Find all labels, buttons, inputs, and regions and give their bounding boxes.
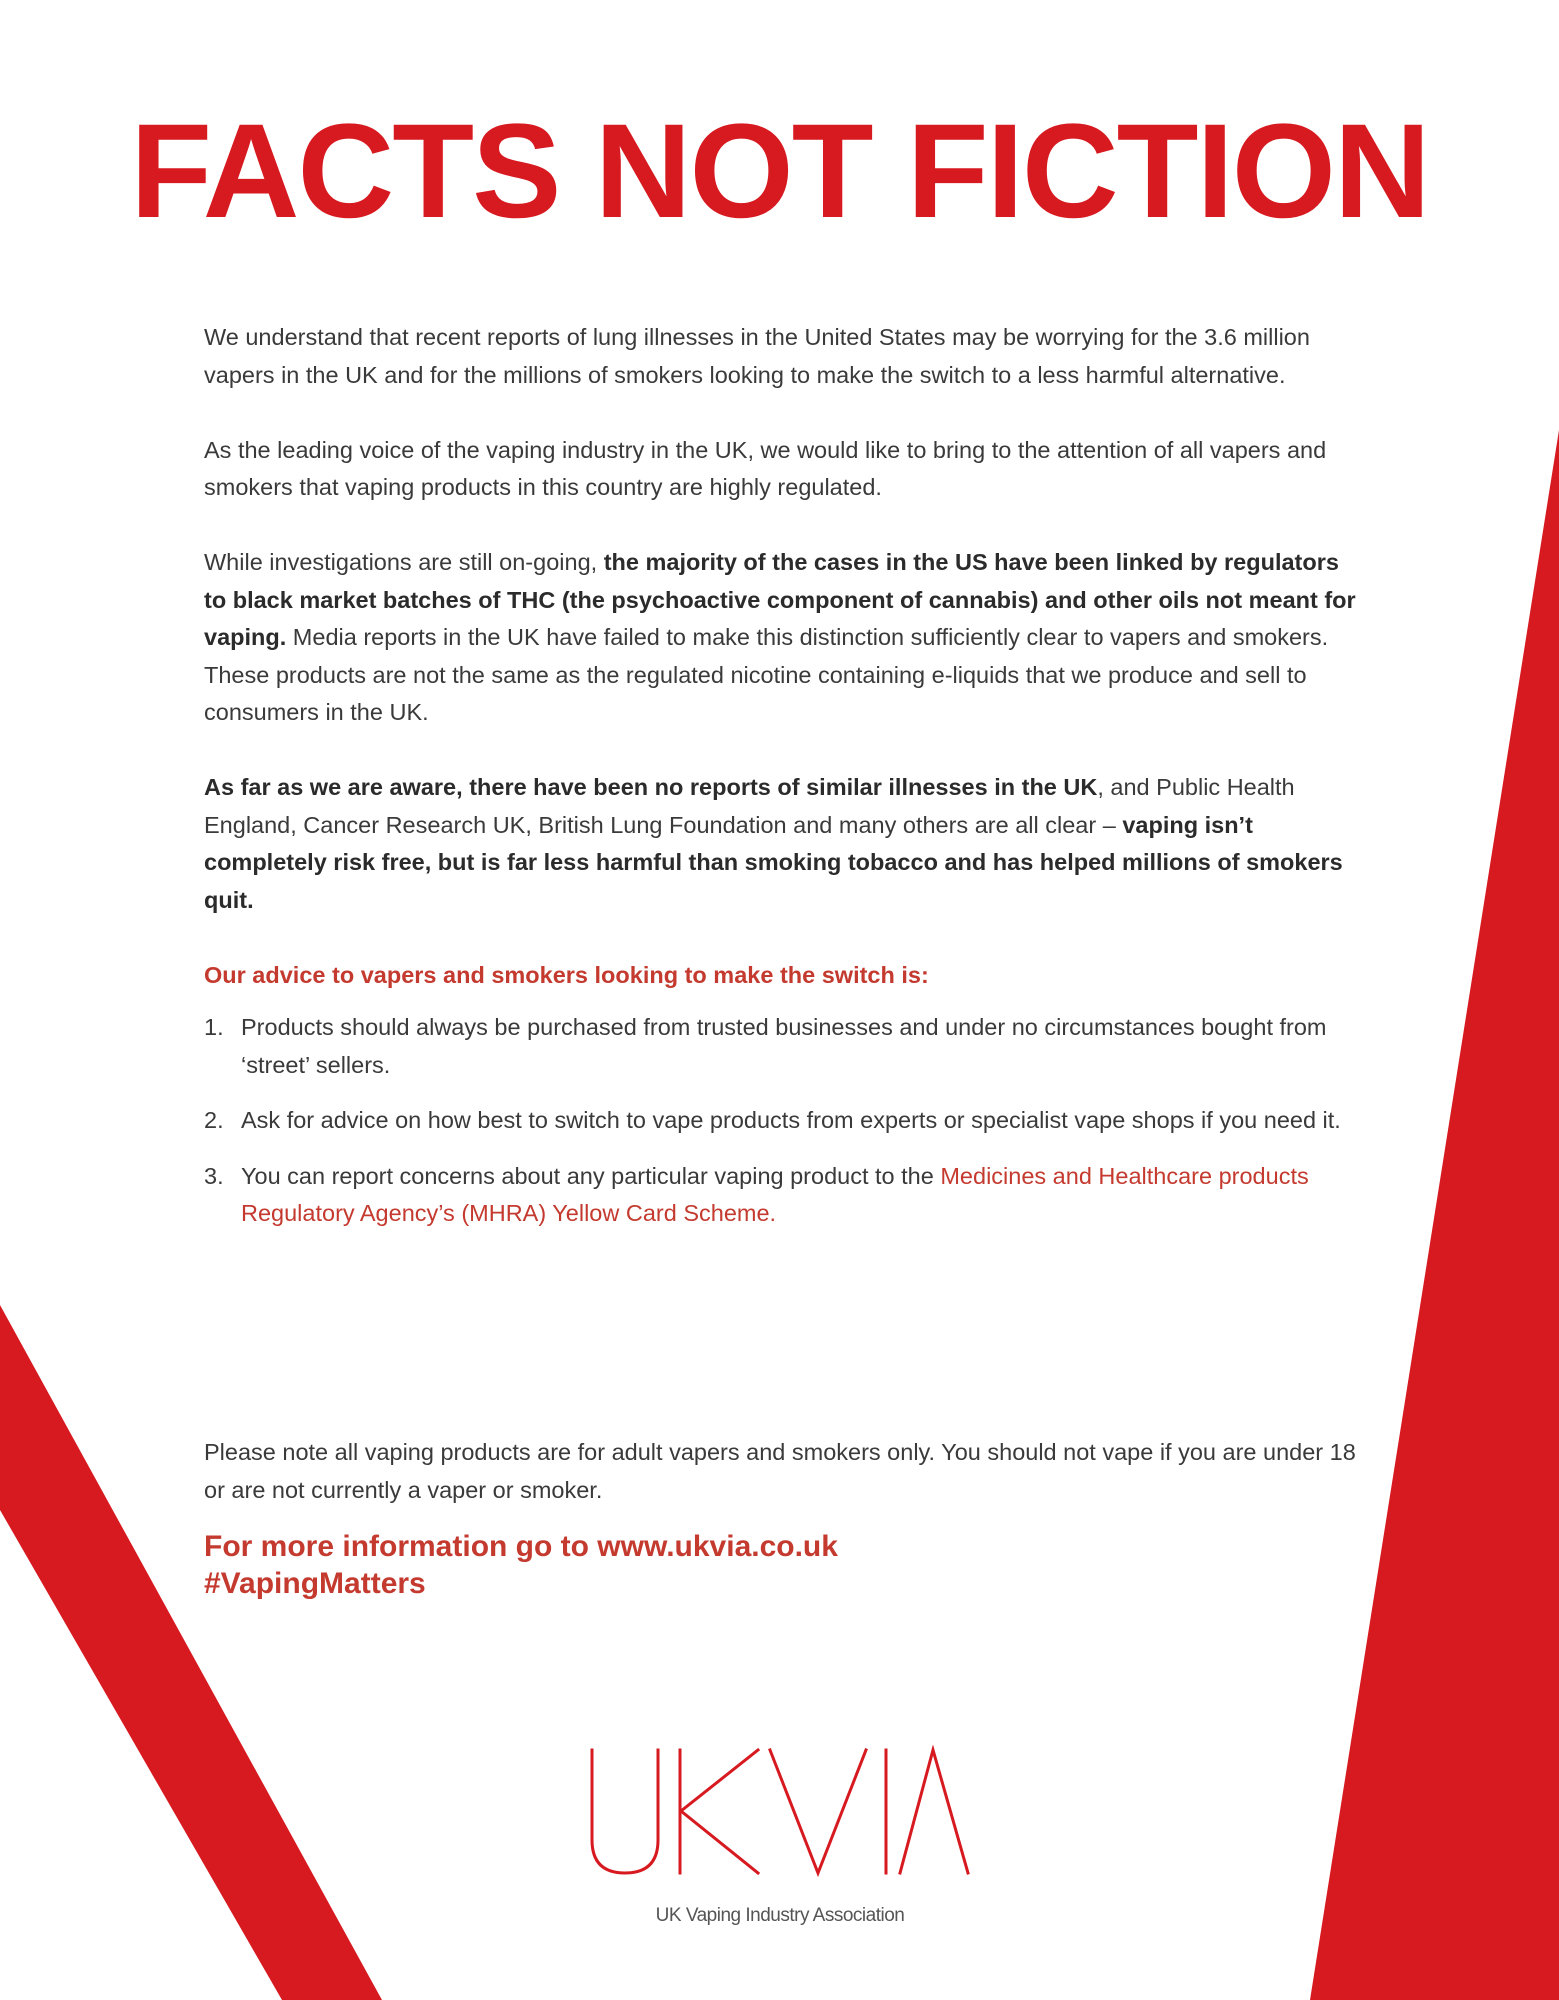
advice-item <box>204 1102 1364 1140</box>
paragraph-2: As the leading voice of the vaping industry in the UK, we would like to bring to the attention of all vapers and smokers that vaping products in this country are highly regulated. <box>204 436 1327 500</box>
logo-letter-v <box>770 1750 866 1873</box>
paragraph-1: We understand that recent reports of lung illnesses in the United States may be worrying for the 3.6 million vapers in the UK and for the millions of smokers looking to make the switch to a less harmful alternative. <box>204 324 1310 388</box>
headline: FACTS NOT FICTION <box>130 97 1429 246</box>
logo-tagline: UK Vaping Industry Association <box>655 1905 905 1926</box>
advice-item-text: Products should always be purchased from trusted businesses and under no circumstances bought from ‘street’ sellers. <box>241 1014 1327 1078</box>
body-copy <box>204 319 1364 1251</box>
mhra-yellow-card-link[interactable]: Medicines and Healthcare products Regulatory Agency’s (MHRA) Yellow Card Scheme. <box>241 1162 1309 1226</box>
logo-letter-k <box>680 1750 758 1873</box>
paragraph-3 <box>204 544 1364 732</box>
advice-item-text: Ask for advice on how best to switch to vape products from experts or specialist vape shops if you need it. <box>241 1107 1341 1133</box>
advice-item-number: 1. <box>204 1014 224 1040</box>
advice-item <box>204 1158 1364 1233</box>
ukvia-wordmark <box>580 1745 980 1895</box>
advice-heading: Our advice to vapers and smokers looking to make the switch is: <box>204 961 929 988</box>
paragraph-3-intro: While investigations are still on-going, <box>204 549 604 575</box>
paragraph-3-emphasis: the majority of the cases in the US have been linked by regulators to black market batches of THC (the psychoactive component of cannabis) and other oils not meant for vaping. <box>204 549 1356 650</box>
left-stripe <box>0 1305 382 2000</box>
more-info-website-link[interactable]: For more information go to www.ukvia.co.uk <box>204 1530 838 1563</box>
advice-item-text: You can report concerns about any particular vaping product to the <box>241 1162 941 1189</box>
advice-item-number: 2. <box>204 1107 224 1133</box>
more-info <box>204 1528 838 1602</box>
advice-item <box>204 1009 1364 1084</box>
paragraph-4-emphasis-2: vaping isn’t completely risk free, but is far less harmful than smoking tobacco and has helped millions of smokers quit. <box>204 811 1343 913</box>
paragraph-4 <box>204 769 1364 919</box>
ukvia-logo <box>580 1745 980 1935</box>
logo-letter-u <box>592 1750 658 1873</box>
advice-list <box>204 1009 1364 1233</box>
advice-item-number: 3. <box>204 1162 224 1189</box>
paragraph-3-rest: Media reports in the UK have failed to make this distinction sufficiently clear to vapers and smokers. These products are not the same as the regulated nicotine containing e-liquids that we produce and sell to consumers in the UK. <box>204 624 1329 725</box>
logo-letter-a <box>900 1750 968 1873</box>
paragraph-4-middle: , and Public Health England, Cancer Research UK, British Lung Foundation and many others are all clear – <box>204 774 1295 838</box>
paragraph-4-emphasis: As far as we are aware, there have been no reports of similar illnesses in the UK <box>204 774 1098 800</box>
age-note: Please note all vaping products are for adult vapers and smokers only. You should not vape if you are under 18 or are not currently a vaper or smoker. <box>204 1439 1356 1503</box>
hashtag: #VapingMatters <box>204 1567 426 1600</box>
